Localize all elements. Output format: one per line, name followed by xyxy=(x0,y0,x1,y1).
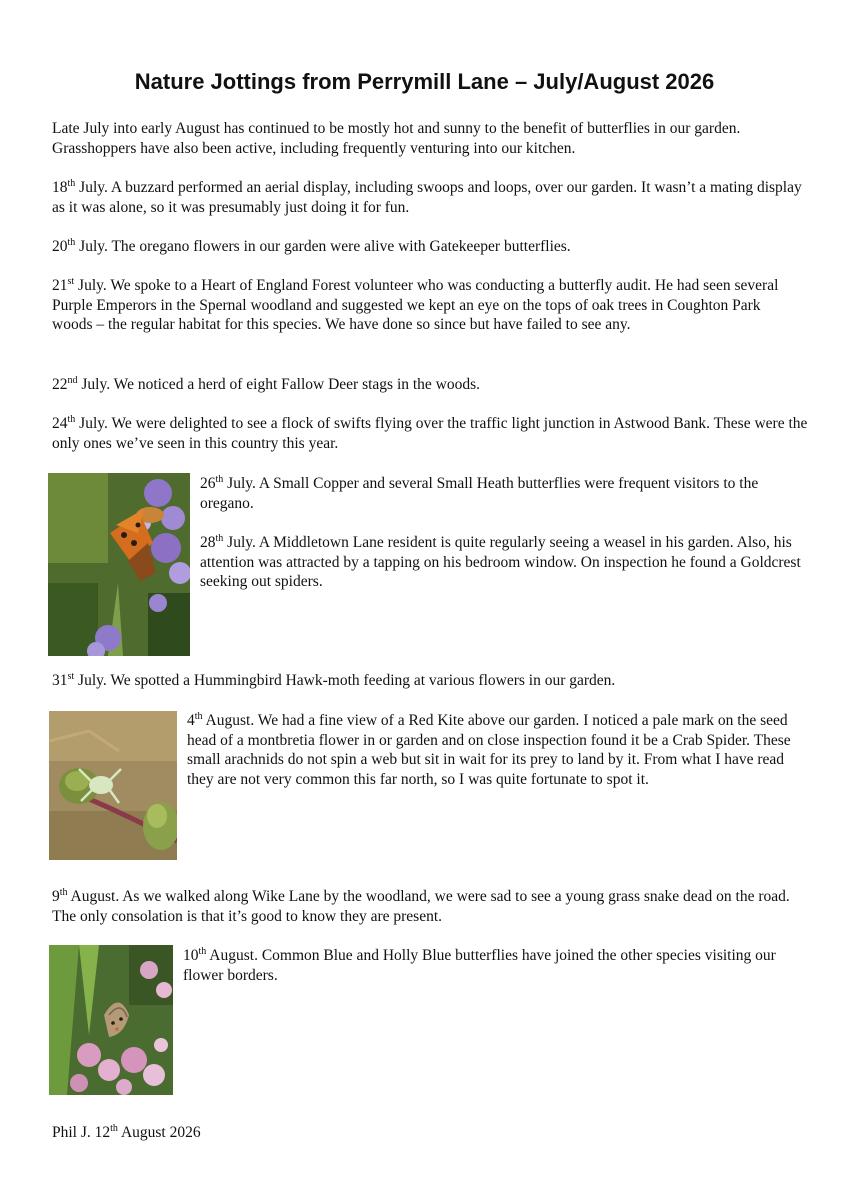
entry-paragraph xyxy=(187,711,812,790)
entry-day: 21 xyxy=(52,277,68,294)
entry-day: 20 xyxy=(52,238,68,255)
common-blue-illustration xyxy=(49,945,173,1095)
entry-text: August. As we walked along Wike Lane by the woodland, we were sad to see a young grass snake dead on the road. The only consolation is that it’s good to know they are present. xyxy=(52,888,790,925)
entry-text: July. A Small Copper and several Small Heath butterflies were frequent visitors to the oregano. xyxy=(200,475,759,512)
entry-day: 26 xyxy=(200,475,216,492)
entry-text: July. A Middletown Lane resident is quite regularly seeing a weasel in his garden. Also, his attention was attracted by a tapping on his bedroom window. On inspection he found a Goldcrest seeking out spiders. xyxy=(200,534,801,591)
intro-paragraph: Late July into early August has continued to be mostly hot and sunny to the benefit of butterflies in our garden. Grasshoppers have also been active, including frequently venturing into our kitchen. xyxy=(52,120,741,157)
entry-paragraph xyxy=(200,474,810,513)
entry-day: 10 xyxy=(183,947,199,964)
entry-text: July. We noticed a herd of eight Fallow Deer stags in the woods. xyxy=(77,376,481,393)
entry-text: July. We spotted a Hummingbird Hawk-moth feeding at various flowers in our garden. xyxy=(74,672,616,689)
common-blue-photo xyxy=(49,945,173,1095)
small-copper-illustration xyxy=(48,473,190,656)
page-title: Nature Jottings from Perrymill Lane – July/August 2026 xyxy=(134,69,715,94)
entry-day-suffix: th xyxy=(194,710,203,722)
entry-text: July. The oregano flowers in our garden were alive with Gatekeeper butterflies. xyxy=(75,238,571,255)
entry-day: 31 xyxy=(52,672,68,689)
entry-paragraph xyxy=(52,375,812,395)
crab-spider-photo xyxy=(49,711,177,860)
entry-text: August. Common Blue and Holly Blue butterflies have joined the other species visiting our flower borders. xyxy=(183,947,776,984)
entry-day-suffix: th xyxy=(67,413,76,425)
entry-day-suffix: nd xyxy=(67,374,78,386)
entry-day-suffix: th xyxy=(215,532,224,544)
entry-day-suffix: th xyxy=(67,177,76,189)
entry-text: July. We were delighted to see a flock of swifts flying over the traffic light junction in Astwood Bank. These were the only ones we’ve seen in this country this year. xyxy=(52,415,808,452)
entry-paragraph xyxy=(52,178,812,217)
entry-day: 24 xyxy=(52,415,68,432)
entry-paragraph xyxy=(52,237,812,257)
signature-suffix: th xyxy=(110,1122,118,1134)
entry-day: 22 xyxy=(52,376,68,393)
entry-paragraph xyxy=(200,533,810,592)
entry-day: 18 xyxy=(52,179,68,196)
entry-day-suffix: st xyxy=(67,275,75,287)
entry-paragraph xyxy=(183,946,808,985)
entry-paragraph xyxy=(52,276,802,335)
signature-prefix: Phil J. 12 xyxy=(52,1124,111,1141)
entry-paragraph xyxy=(52,887,812,926)
entry-day-suffix: th xyxy=(59,886,68,898)
entry-day-suffix: st xyxy=(67,670,75,682)
entry-text: July. A buzzard performed an aerial display, including swoops and loops, over our garden. It wasn’t a mating display as it was alone, so it was presumably just doing it for fun. xyxy=(52,179,802,216)
signature-rest: August 2026 xyxy=(117,1124,201,1141)
entry-day: 28 xyxy=(200,534,216,551)
entry-text: August. We had a fine view of a Red Kite above our garden. I noticed a pale mark on the seed head of a montbretia flower in or garden and on close inspection found it be a Crab Spider. These small arachnids do not spin a web but sit in wait for its prey to land by it. From what I have read they are not very common this far north, so I was quite fortunate to spot it. xyxy=(187,712,791,789)
entry-day: 9 xyxy=(52,888,60,905)
signature xyxy=(52,1123,452,1143)
crab-spider-illustration xyxy=(49,711,177,860)
entry-day-suffix: th xyxy=(198,945,207,957)
entry-day-suffix: th xyxy=(215,473,224,485)
entry-day-suffix: th xyxy=(67,236,76,248)
entry-paragraph xyxy=(52,671,812,691)
entry-paragraph xyxy=(52,414,812,453)
entry-day: 4 xyxy=(187,712,195,729)
small-copper-photo xyxy=(48,473,190,656)
entry-text: July. We spoke to a Heart of England Forest volunteer who was conducting a butterfly audit. He had seen several Purple Emperors in the Spernal woodland and suggested we kept an eye on the tops of oak trees in Coughton Park woods – the regular habitat for this species. We have done so since but have failed to see any. xyxy=(52,277,779,334)
